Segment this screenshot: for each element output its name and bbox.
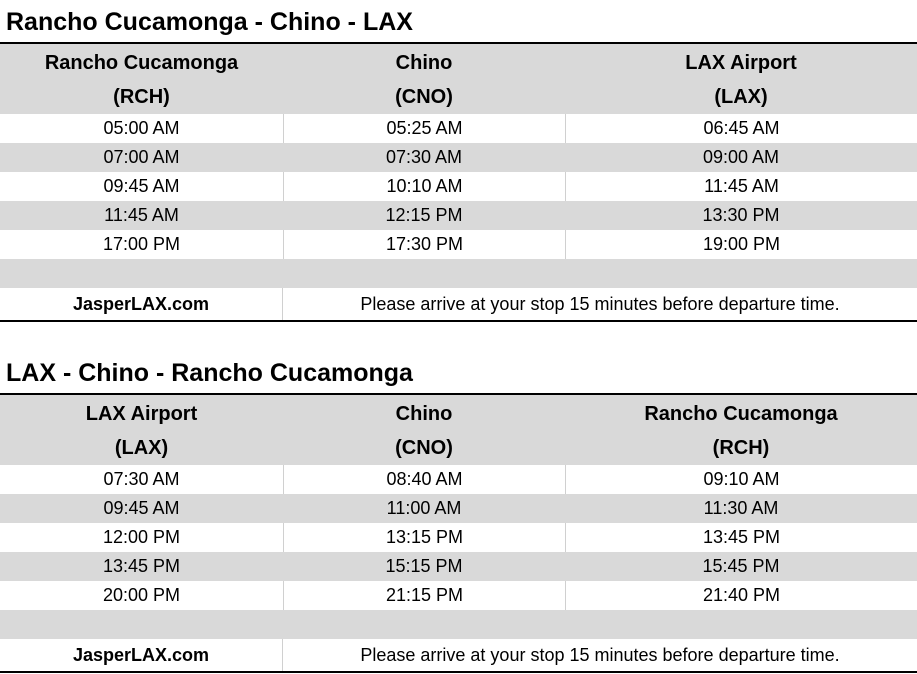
time-cell: 11:45 AM: [565, 172, 917, 201]
section-gap: [0, 324, 917, 351]
schedule-table-return: [0, 351, 917, 673]
time-cell: 11:00 AM: [386, 498, 462, 518]
spacer-row: [0, 610, 917, 639]
time-cell: 15:45 PM: [702, 556, 780, 576]
website-label: JasperLAX.com: [0, 639, 283, 671]
header-cell: [565, 44, 917, 114]
header-stop-name: Rancho Cucamonga: [644, 403, 838, 425]
time-cell: 20:00 PM: [102, 585, 181, 605]
time-cell: 17:00 PM: [102, 234, 181, 254]
time-cell: 06:45 AM: [565, 114, 917, 143]
header-stop-code: (RCH): [712, 437, 770, 459]
header-stop-code: (CNO): [395, 86, 453, 108]
table-title: LAX - Chino - Rancho Cucamonga: [0, 351, 917, 395]
time-cell: 09:45 AM: [103, 176, 180, 196]
header-stop-code: (LAX): [714, 86, 768, 108]
header-stop-name: LAX Airport: [85, 403, 198, 425]
header-stop-name: Chino: [395, 52, 453, 74]
time-cell: 09:45 AM: [103, 498, 180, 518]
table-row: [0, 581, 917, 610]
website-label: JasperLAX.com: [0, 288, 283, 320]
table-title: Rancho Cucamonga - Chino - LAX: [0, 0, 917, 44]
time-cell: 12:15 PM: [385, 205, 463, 225]
header-cell: [565, 395, 917, 465]
arrival-note: Please arrive at your stop 15 minutes before departure time.: [360, 294, 840, 314]
header-stop-code: (RCH): [113, 86, 170, 108]
time-cell: 07:30 AM: [385, 147, 463, 167]
time-cell: 19:00 PM: [565, 230, 917, 259]
time-cell: 10:10 AM: [283, 172, 565, 201]
schedule-table-outbound: [0, 0, 917, 322]
header-cell: [283, 44, 565, 114]
time-cell: 13:45 PM: [102, 556, 181, 576]
table-row: [0, 143, 917, 172]
time-cell: 09:10 AM: [565, 465, 917, 494]
time-cell: 21:40 PM: [565, 581, 917, 610]
table-row: [0, 201, 917, 230]
header-row: [0, 44, 917, 114]
header-stop-name: LAX Airport: [685, 52, 797, 74]
table-row: [0, 552, 917, 581]
time-cell: 12:00 PM: [102, 527, 181, 547]
table-row: [0, 494, 917, 523]
header-cell: [0, 395, 283, 465]
time-cell: 21:15 PM: [283, 581, 565, 610]
time-cell: 11:30 AM: [703, 498, 779, 518]
table-row: [0, 172, 917, 201]
time-cell: 09:00 AM: [702, 147, 780, 167]
table-row: [0, 523, 917, 552]
header-stop-name: Rancho Cucamonga: [44, 52, 239, 74]
time-cell: 17:30 PM: [283, 230, 565, 259]
header-stop-name: Chino: [395, 403, 453, 425]
time-cell: 05:00 AM: [103, 118, 180, 138]
footer-row: [0, 639, 917, 673]
table-row: [0, 230, 917, 259]
header-row: [0, 395, 917, 465]
time-cell: 13:15 PM: [283, 523, 565, 552]
table-row: [0, 465, 917, 494]
header-stop-code: (CNO): [395, 437, 453, 459]
time-cell: 13:30 PM: [702, 205, 780, 225]
footer-row: [0, 288, 917, 322]
header-stop-code: (LAX): [114, 437, 169, 459]
table-row: [0, 114, 917, 143]
time-cell: 05:25 AM: [283, 114, 565, 143]
time-cell: 07:30 AM: [103, 469, 180, 489]
time-cell: 08:40 AM: [283, 465, 565, 494]
spacer-row: [0, 259, 917, 288]
time-cell: 11:45 AM: [104, 205, 179, 225]
time-cell: 13:45 PM: [565, 523, 917, 552]
time-cell: 07:00 AM: [103, 147, 180, 167]
header-cell: [0, 44, 283, 114]
arrival-note: Please arrive at your stop 15 minutes before departure time.: [360, 645, 840, 665]
header-cell: [283, 395, 565, 465]
time-cell: 15:15 PM: [385, 556, 463, 576]
